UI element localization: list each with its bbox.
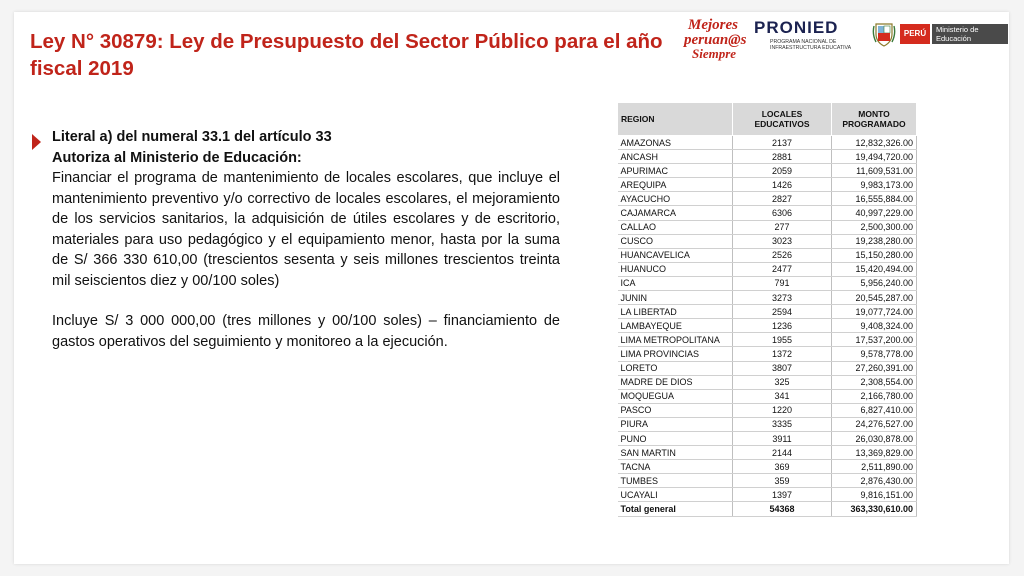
paragraph-gap [52,291,560,311]
table-row [618,206,917,220]
table-row [618,220,917,234]
cell-locales: 2827 [733,192,832,206]
cell-region: APURIMAC [618,164,733,178]
table-row [618,192,917,206]
budget-table [617,102,917,517]
cell-monto: 13,369,829.00 [832,446,917,460]
cell-region: LA LIBERTAD [618,305,733,319]
cell-monto: 40,997,229.00 [832,206,917,220]
bullet-arrow-icon [32,134,41,150]
cell-monto: 12,832,326.00 [832,136,917,150]
cell-monto: 11,609,531.00 [832,164,917,178]
pronied-subtitle: PROGRAMA NACIONAL DE INFRAESTRUCTURA EDUCATIVA [770,39,852,51]
cell-monto: 26,030,878.00 [832,431,917,445]
peru-label: PERÚ [900,24,930,44]
cell-monto: 19,238,280.00 [832,234,917,248]
paragraph-financiar: Financiar el programa de mantenimiento de locales escolares, que incluye el mantenimiento preventivo y/o correctivo de locales escolares, el mejoramiento de los servicios sanitarios, la adquisición de útiles escolares y de escritorio, materiales para uso pedagógico y el equipamiento menor, hasta por la suma de S/ 366 330 610,00 (trescientos sesenta y seis millones trescientos treinta mil seiscientos diez y 00/100 soles) [52,170,560,289]
cell-region: LORETO [618,361,733,375]
cell-region: SAN MARTIN [618,446,733,460]
cell-region: HUANCAVELICA [618,248,733,262]
cell-locales: 341 [733,389,832,403]
heading-autoriza: Autoriza al Ministerio de Educación: [52,149,302,166]
header-region: REGION [618,103,733,136]
table-row [618,291,917,305]
table-row [618,276,917,290]
cell-monto: 15,150,280.00 [832,248,917,262]
cell-locales: 2144 [733,446,832,460]
cell-region: PUNO [618,431,733,445]
slide [14,12,1009,564]
table-row [618,234,917,248]
cell-locales: 2059 [733,164,832,178]
cell-locales: 1220 [733,403,832,417]
cell-monto: 2,500,300.00 [832,220,917,234]
table-row [618,347,917,361]
pronied-word: PRONIED [754,18,839,37]
cell-locales: 1426 [733,178,832,192]
cell-locales: 2881 [733,150,832,164]
cell-region: LAMBAYEQUE [618,319,733,333]
table-row [618,150,917,164]
table-row [618,403,917,417]
table-row [618,178,917,192]
cell-locales: 1372 [733,347,832,361]
cell-monto: 17,537,200.00 [832,333,917,347]
cell-locales: 2137 [733,136,832,150]
total-cell-monto: 363,330,610.00 [832,502,917,516]
cell-locales: 3273 [733,291,832,305]
table-row [618,262,917,276]
slide-title: Ley N° 30879: Ley de Presupuesto del Sector Público para el año fiscal 2019 [30,30,663,80]
coat-of-arms-icon [872,20,896,48]
mejores-line3: Siempre [692,46,737,61]
cell-locales: 2526 [733,248,832,262]
cell-locales: 3911 [733,431,832,445]
cell-locales: 277 [733,220,832,234]
cell-region: CAJAMARCA [618,206,733,220]
table-body [618,136,917,517]
cell-monto: 9,983,173.00 [832,178,917,192]
table-row [618,488,917,502]
cell-locales: 1236 [733,319,832,333]
cell-locales: 2477 [733,262,832,276]
cell-locales: 791 [733,276,832,290]
cell-region: PIURA [618,417,733,431]
cell-monto: 2,166,780.00 [832,389,917,403]
heading-literal: Literal a) del numeral 33.1 del artículo 33 [52,129,332,145]
cell-region: CALLAO [618,220,733,234]
cell-locales: 359 [733,474,832,488]
table-row [618,305,917,319]
table-row [618,136,917,150]
mejores-line1: Mejores [688,17,738,33]
table-row [618,460,917,474]
cell-locales: 6306 [733,206,832,220]
cell-monto: 6,827,410.00 [832,403,917,417]
pronied-logo [754,18,866,54]
mejores-peruanos-logo [678,12,758,64]
cell-locales: 3807 [733,361,832,375]
cell-monto: 15,420,494.00 [832,262,917,276]
table-row [618,361,917,375]
paragraph-incluye: Incluye S/ 3 000 000,00 (tres millones y 00/100 soles) – financiamiento de gastos operativos del seguimiento y monitoreo a la ejecución. [52,313,560,350]
cell-monto: 20,545,287.00 [832,291,917,305]
cell-monto: 2,876,430.00 [832,474,917,488]
cell-monto: 9,408,324.00 [832,319,917,333]
cell-region: AMAZONAS [618,136,733,150]
cell-region: UCAYALI [618,488,733,502]
table-row [618,417,917,431]
table-row [618,248,917,262]
table-row [618,431,917,445]
cell-locales: 2594 [733,305,832,319]
cell-locales: 1397 [733,488,832,502]
cell-monto: 5,956,240.00 [832,276,917,290]
table-row [618,164,917,178]
cell-monto: 27,260,391.00 [832,361,917,375]
cell-monto: 24,276,527.00 [832,417,917,431]
cell-region: HUANUCO [618,262,733,276]
header-locales: LOCALES EDUCATIVOS [733,103,832,136]
cell-region: ICA [618,276,733,290]
table-header-row [618,103,917,136]
ministerio-label: Ministerio de Educación [932,24,1008,44]
cell-monto: 19,494,720.00 [832,150,917,164]
cell-region: MOQUEGUA [618,389,733,403]
cell-region: JUNIN [618,291,733,305]
cell-region: ANCASH [618,150,733,164]
cell-monto: 2,308,554.00 [832,375,917,389]
cell-region: MADRE DE DIOS [618,375,733,389]
table-row [618,319,917,333]
cell-region: PASCO [618,403,733,417]
cell-region: AYACUCHO [618,192,733,206]
cell-monto: 9,578,778.00 [832,347,917,361]
cell-region: CUSCO [618,234,733,248]
total-cell-region: Total general [618,502,733,516]
cell-monto: 9,816,151.00 [832,488,917,502]
cell-monto: 2,511,890.00 [832,460,917,474]
cell-region: LIMA METROPOLITANA [618,333,733,347]
cell-locales: 3335 [733,417,832,431]
table-row [618,474,917,488]
mejores-line2: peruan@s [684,32,747,48]
table-total-row [618,502,917,516]
table-row [618,375,917,389]
cell-locales: 3023 [733,234,832,248]
content-text [52,127,560,352]
table-row [618,446,917,460]
cell-locales: 1955 [733,333,832,347]
table-row [618,333,917,347]
cell-region: TUMBES [618,474,733,488]
header-monto: MONTO PROGRAMADO [832,103,917,136]
cell-locales: 369 [733,460,832,474]
cell-locales: 325 [733,375,832,389]
cell-region: LIMA PROVINCIAS [618,347,733,361]
cell-region: TACNA [618,460,733,474]
cell-monto: 16,555,884.00 [832,192,917,206]
ministerio-educacion-logo [872,20,1008,48]
total-cell-locales: 54368 [733,502,832,516]
table-row [618,389,917,403]
cell-region: AREQUIPA [618,178,733,192]
cell-monto: 19,077,724.00 [832,305,917,319]
